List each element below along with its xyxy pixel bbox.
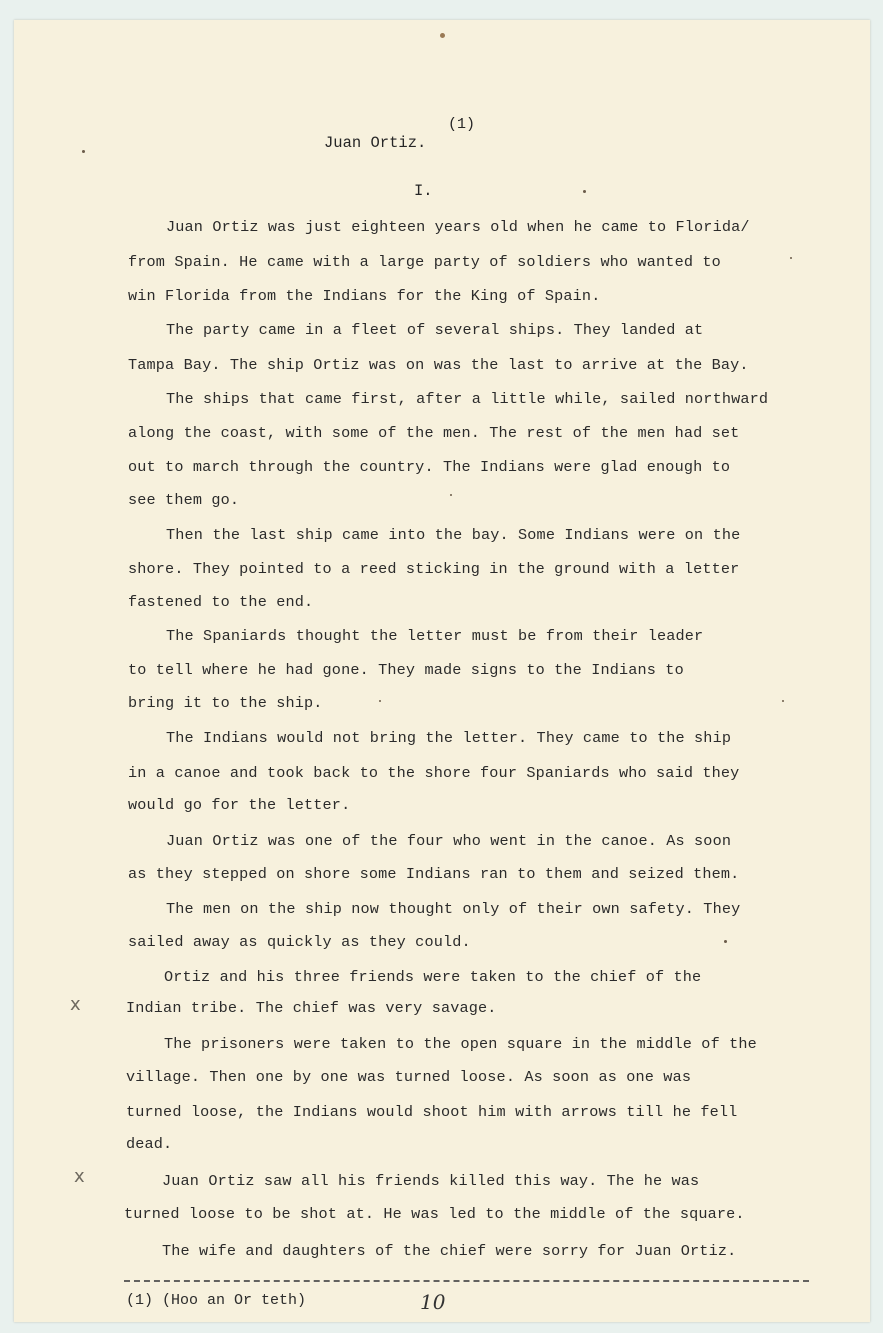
text-line: to tell where he had gone. They made signs to the Indians to [128, 661, 684, 679]
text-line: fastened to the end. [128, 593, 314, 611]
text-line: Tampa Bay. The ship Ortiz was on was the last to arrive at the Bay. [128, 356, 749, 374]
text-line: village. Then one by one was turned loose. As soon as one was [126, 1068, 692, 1086]
footnote-divider [124, 1280, 809, 1282]
paper-speck [450, 494, 452, 496]
text-line: out to march through the country. The Indians were glad enough to [128, 458, 731, 476]
text-line: along the coast, with some of the men. The rest of the men had set [128, 424, 740, 442]
text-line: The Indians would not bring the letter. They came to the ship [166, 729, 732, 747]
text-line: Ortiz and his three friends were taken to the chief of the [164, 968, 702, 986]
paper-speck [790, 257, 792, 259]
text-line: The ships that came first, after a little while, sailed northward [166, 390, 769, 408]
document-title: Juan Ortiz. [324, 134, 427, 152]
margin-annotation-mark: x [74, 1166, 85, 1187]
text-line: as they stepped on shore some Indians ran to them and seized them. [128, 865, 740, 883]
text-line: The men on the ship now thought only of their own safety. They [166, 900, 741, 918]
margin-annotation-mark: x [70, 994, 81, 1015]
text-line: The prisoners were taken to the open square in the middle of the [164, 1035, 757, 1053]
text-line: The Spaniards thought the letter must be from their leader [166, 627, 704, 645]
paper-speck [379, 700, 381, 702]
handwritten-page-number: 10 [420, 1290, 446, 1314]
text-line: Juan Ortiz was one of the four who went in the canoe. As soon [166, 832, 732, 850]
text-line: win Florida from the Indians for the King of Spain. [128, 287, 601, 305]
text-line: sailed away as quickly as they could. [128, 933, 471, 951]
text-line: shore. They pointed to a reed sticking in the ground with a letter [128, 560, 740, 578]
footnote-reference: (1) [448, 116, 476, 133]
text-line: Indian tribe. The chief was very savage. [126, 999, 497, 1017]
text-line: dead. [126, 1135, 173, 1153]
paper-speck [782, 700, 784, 702]
paper-speck [583, 190, 586, 193]
text-line: in a canoe and took back to the shore four Spaniards who said they [128, 764, 740, 782]
text-line: would go for the letter. [128, 796, 351, 814]
text-line: Then the last ship came into the bay. Some Indians were on the [166, 526, 741, 544]
text-line: see them go. [128, 491, 240, 509]
text-line: from Spain. He came with a large party of soldiers who wanted to [128, 253, 721, 271]
text-line: Juan Ortiz was just eighteen years old when he came to Florida/ [166, 218, 750, 236]
text-line: The wife and daughters of the chief were sorry for Juan Ortiz. [162, 1242, 737, 1260]
text-line: turned loose to be shot at. He was led to the middle of the square. [124, 1205, 745, 1223]
text-line: Juan Ortiz saw all his friends killed this way. The he was [162, 1172, 700, 1190]
paper-speck [82, 150, 85, 153]
text-line: bring it to the ship. [128, 694, 323, 712]
footnote-text: (1) (Hoo an Or teth) [126, 1292, 307, 1309]
text-line: The party came in a fleet of several ships. They landed at [166, 321, 704, 339]
text-line: turned loose, the Indians would shoot him with arrows till he fell [126, 1103, 738, 1121]
section-heading: I. [414, 182, 433, 200]
paper-speck [724, 940, 727, 943]
paper-speck [440, 33, 445, 38]
